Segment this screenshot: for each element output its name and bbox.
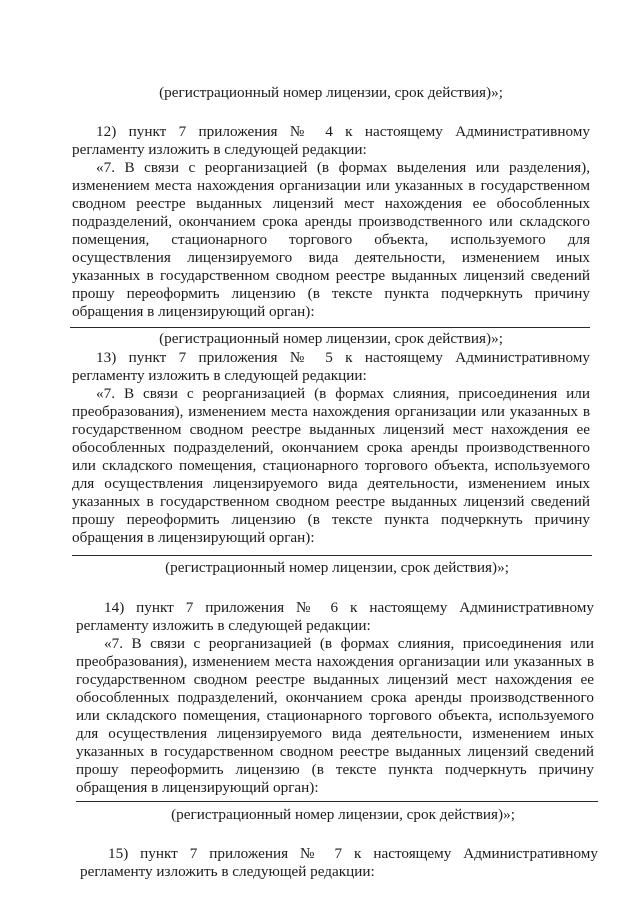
paragraph-line: или складского помещения, стационарного торгового объекта, используемого <box>76 707 594 724</box>
paragraph-line: 15) пункт 7 приложения № 7 к настоящему Административному <box>108 845 598 862</box>
paragraph-line: преобразования), изменением места нахождения организации или указанных в <box>76 653 594 670</box>
registration-caption: (регистрационный номер лицензии, срок действия)»; <box>165 559 509 576</box>
paragraph-line: 14) пункт 7 приложения № 6 к настоящему Административному <box>104 599 594 616</box>
paragraph-line: прошу переоформить лицензию (в тексте пункта подчеркнуть причину <box>72 285 590 302</box>
paragraph-line: сводном реестре выданных лицензий мест нахождения ее обособленных <box>72 195 590 212</box>
paragraph-line: для осуществления лицензируемого вида деятельности, изменением иных <box>72 475 590 492</box>
fill-in-line <box>72 555 592 556</box>
paragraph-line: регламенту изложить в следующей редакции: <box>72 141 367 158</box>
paragraph-line: изменением места нахождения организации или указанных в государственном <box>72 177 590 194</box>
paragraph-line: обращения в лицензирующий орган): <box>76 779 319 796</box>
paragraph-line: подразделений, окончанием срока аренды производственного или складского <box>72 213 590 230</box>
paragraph-line: прошу переоформить лицензию (в тексте пункта подчеркнуть причину <box>72 511 590 528</box>
paragraph-line: прошу переоформить лицензию (в тексте пункта подчеркнуть причину <box>76 761 594 778</box>
paragraph-line: преобразования), изменением места нахождения организации или указанных в <box>72 403 590 420</box>
registration-caption: (регистрационный номер лицензии, срок действия)»; <box>159 84 503 101</box>
paragraph-line: 12) пункт 7 приложения № 4 к настоящему Административному <box>96 123 590 140</box>
paragraph-line: регламенту изложить в следующей редакции: <box>80 863 375 880</box>
paragraph-line: осуществления лицензируемого вида деятельности, изменением иных <box>72 249 590 266</box>
paragraph-line: регламенту изложить в следующей редакции: <box>72 367 367 384</box>
paragraph-line: обособленных подразделений, окончанием срока аренды производственного <box>72 439 590 456</box>
paragraph-line: обращения в лицензирующий орган): <box>72 303 315 320</box>
paragraph-line: «7. В связи с реорганизацией (в формах выделения или разделения), <box>96 159 590 176</box>
paragraph-line: указанных в государственном сводном реестре выданных лицензий сведений <box>76 743 594 760</box>
registration-caption: (регистрационный номер лицензии, срок действия)»; <box>159 330 503 347</box>
paragraph-line: регламенту изложить в следующей редакции: <box>76 617 371 634</box>
fill-in-line <box>76 801 598 802</box>
paragraph-line: «7. В связи с реорганизацией (в формах слияния, присоединения или <box>104 635 594 652</box>
fill-in-line <box>70 327 590 328</box>
paragraph-line: для осуществления лицензируемого вида деятельности, изменением иных <box>76 725 594 742</box>
paragraph-line: или складского помещения, стационарного торгового объекта, используемого <box>72 457 590 474</box>
paragraph-line: обособленных подразделений, окончанием срока аренды производственного <box>76 689 594 706</box>
registration-caption: (регистрационный номер лицензии, срок действия)»; <box>171 806 515 823</box>
paragraph-line: государственном сводном реестре выданных лицензий мест нахождения ее <box>72 421 590 438</box>
paragraph-line: указанных в государственном сводном реестре выданных лицензий сведений <box>72 267 590 284</box>
paragraph-line: «7. В связи с реорганизацией (в формах слияния, присоединения или <box>96 385 590 402</box>
paragraph-line: помещения, стационарного торгового объекта, используемого для <box>72 231 590 248</box>
paragraph-line: обращения в лицензирующий орган): <box>72 529 315 546</box>
paragraph-line: государственном сводном реестре выданных лицензий мест нахождения ее <box>76 671 594 688</box>
paragraph-line: 13) пункт 7 приложения № 5 к настоящему Административному <box>96 349 590 366</box>
paragraph-line: указанных в государственном сводном реестре выданных лицензий сведений <box>72 493 590 510</box>
